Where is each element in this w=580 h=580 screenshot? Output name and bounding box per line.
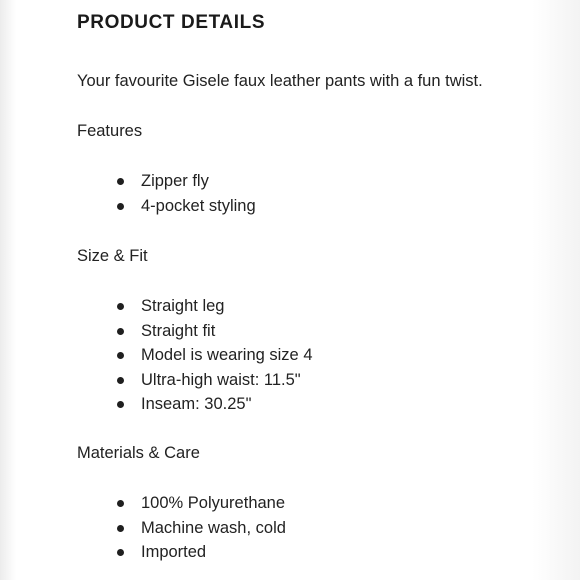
product-intro-text: Your favourite Gisele faux leather pants with a fun twist. [77, 72, 483, 90]
size-fit-heading: Size & Fit [77, 247, 148, 265]
size-fit-list [117, 295, 313, 418]
right-edge-shadow [532, 0, 580, 580]
list-item: Inseam: 30.25" [117, 393, 313, 418]
list-item: Machine wash, cold [117, 517, 286, 542]
list-item: 100% Polyurethane [117, 492, 286, 517]
materials-care-heading: Materials & Care [77, 444, 200, 462]
list-item: Imported [117, 541, 286, 566]
features-heading: Features [77, 122, 143, 140]
left-edge-shadow [0, 0, 16, 580]
list-item: Ultra-high waist: 11.5" [117, 369, 313, 394]
product-details-title: PRODUCT DETAILS [77, 12, 266, 33]
list-item: Straight leg [117, 295, 313, 320]
list-item: Model is wearing size 4 [117, 344, 313, 369]
features-list [117, 170, 256, 219]
list-item: Zipper fly [117, 170, 256, 195]
list-item: 4-pocket styling [117, 195, 256, 220]
materials-care-list [117, 492, 286, 566]
list-item: Straight fit [117, 320, 313, 345]
